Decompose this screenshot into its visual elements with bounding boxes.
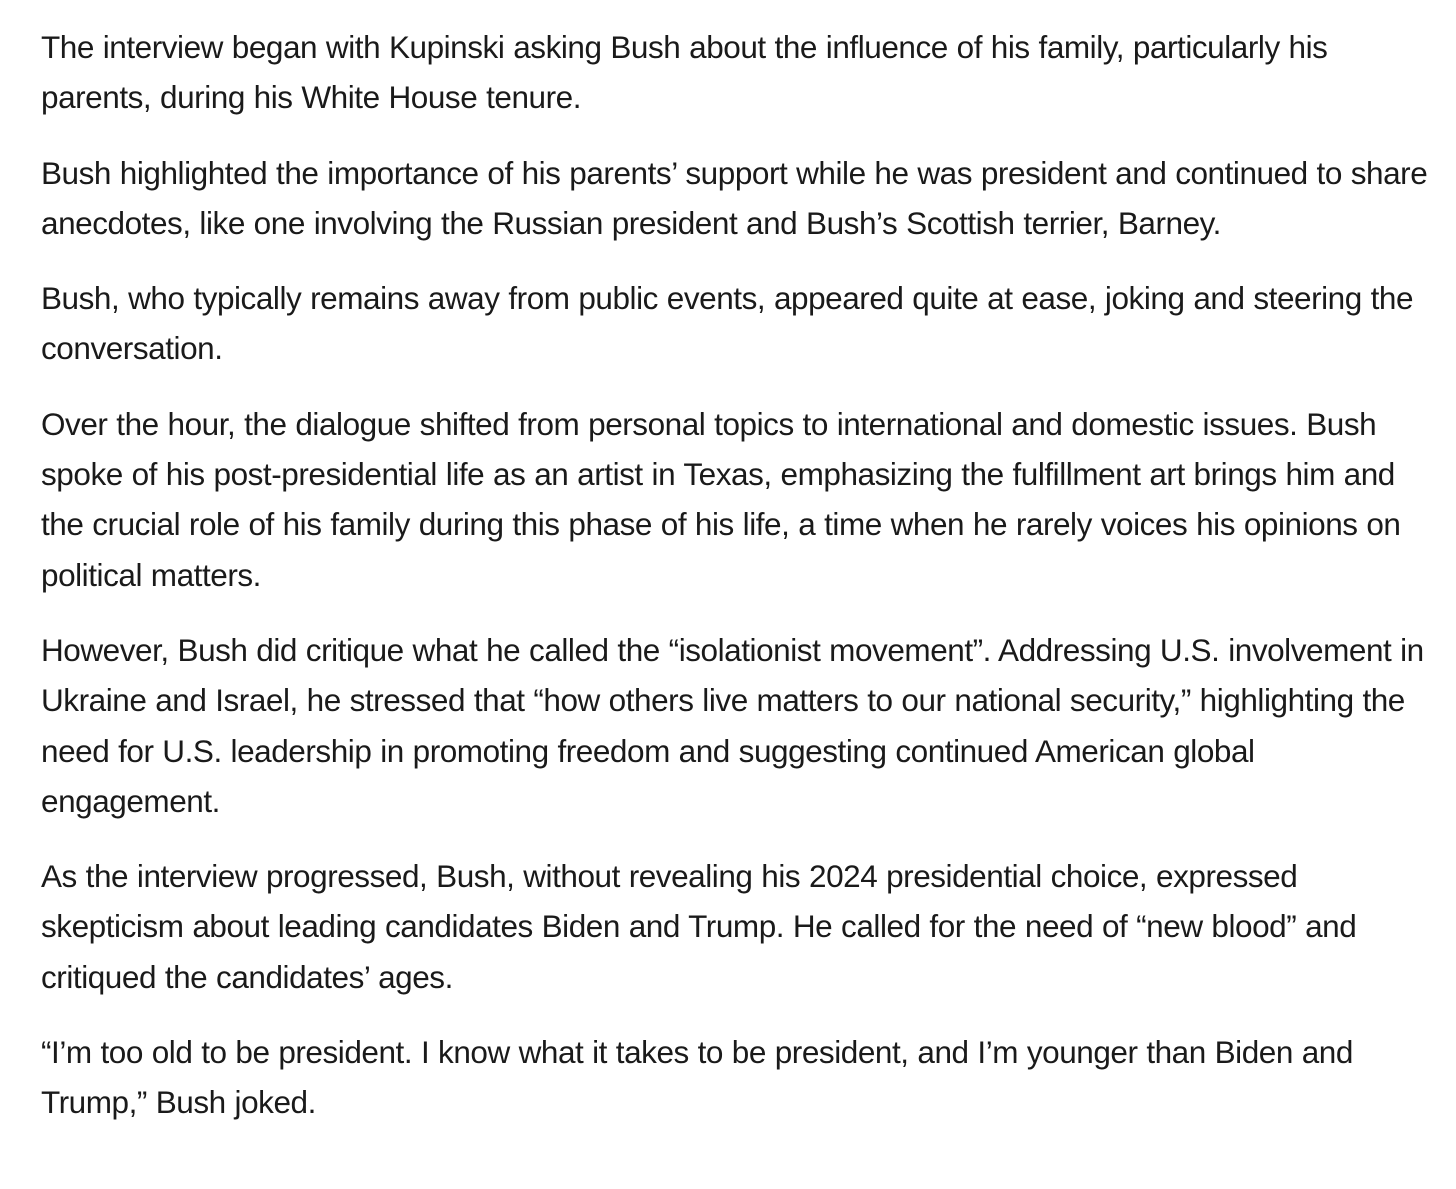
article-paragraph: Bush, who typically remains away from public events, appeared quite at ease, joking and steering the conversation. (41, 280, 1414, 367)
article-paragraph: Bush highlighted the importance of his parents’ support while he was president and continued to share anecdotes, like one involving the Russian president and Bush’s Scottish terrier, Barney. (41, 154, 1428, 241)
article-paragraph: Over the hour, the dialogue shifted from personal topics to international and domestic issues. Bush spoke of his post-presidential life as an artist in Texas, emphasizing the fulfillment art brings him and the crucial role of his family during this phase of his life, a time when he rarely voices his opinions on political matters. (41, 405, 1401, 593)
article-paragraph: “I’m too old to be president. I know what it takes to be president, and I’m younger than Biden and Trump,” Bush joked. (41, 1034, 1353, 1121)
article-paragraph: The interview began with Kupinski asking Bush about the influence of his family, particularly his parents, during his White House tenure. (41, 29, 1328, 116)
article-body (41, 22, 1441, 1128)
article-paragraph: As the interview progressed, Bush, without revealing his 2024 presidential choice, expressed skepticism about leading candidates Biden and Trump. He called for the need of “new blood” and critiqued the candidates’ ages. (41, 858, 1357, 995)
article-paragraph: However, Bush did critique what he called the “isolationist movement”. Addressing U.S. involvement in Ukraine and Israel, he stressed that “how others live matters to our national security,” highlighting the need for U.S. leadership in promoting freedom and suggesting continued American global engagement. (41, 631, 1424, 819)
